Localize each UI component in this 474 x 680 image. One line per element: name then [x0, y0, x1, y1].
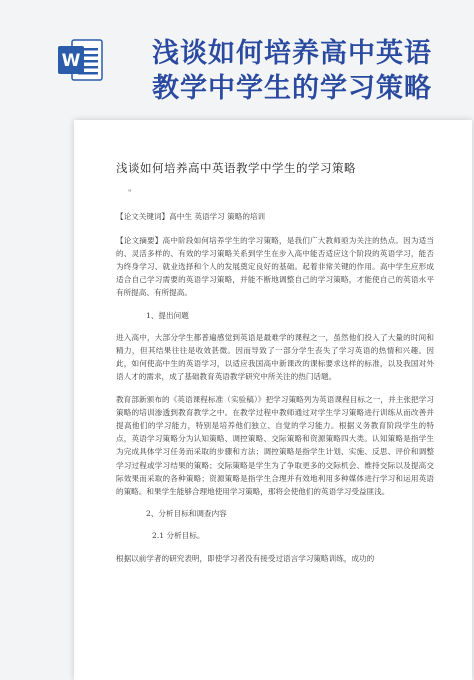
banner [0, 0, 474, 110]
section-heading-2: 2、分析目标和调查内容 [146, 509, 227, 519]
section-heading-2-1: 2.1 分析目标。 [152, 531, 205, 541]
word-icon-letter: W [61, 51, 81, 71]
banner-title-line2: 教学中学生的学习策略 [152, 73, 432, 104]
keywords: 【论文关键词】高中生 英语学习 策略的培训 [116, 212, 266, 222]
paragraph-1: 进入高中，大部分学生都普遍感觉到英语是最难学的课程之一，虽然他们投入了大量的时间和精力，但其结果往往是收效甚微。因而导致了一部分学生丧失了学习英语的热情和兴趣。因此，如何使高中生的英语学习，以适应我国高中新课改的课标要求这样的标准，以及我国对外语人才的需求，成了基础教育英语教学研究中所关注的热门话题。 [116, 332, 434, 382]
abstract: 【论文摘要】高中阶段如何培养学生的学习策略，是我们广大教师亟为关注的热点。因为适当的、灵活多样的、有效的学习策略关系到学生在步入高中能否适应这个阶段的英语学习，能否为终身学习、就业选择和个人的发展奠定良好的基础。起着非常关键的作用。高中学生应形成适合自己学习需要的英语学习策略，并能不断地调整自己的学习策略，才能使自己的英语水平有所提高、有所提高。 [116, 235, 434, 298]
section-heading-1: 1、提出问题 [146, 310, 189, 320]
document-content [116, 162, 434, 574]
paragraph-3: 根据以前学者的研究表明，即使学习者没有接受过语言学习策略训练，成功的 [116, 553, 375, 563]
document-page [74, 120, 472, 680]
word-icon [58, 38, 104, 82]
paragraph-2: 教育部新颁布的《英语课程标准（实验稿）》把学习策略列为英语课程目标之一，并主张把学习策略的培训渗透到教育教学之中。在教学过程中教师通过对学生学习策略进行训练从而改善并提高他们的学习能力，特别是培养他们独立、自觉的学习能力。根据义务教育阶段学生的特点，英语学习策略分为认知策略、调控策略、交际策略和资源策略四大类。认知策略是指学生为完成具体学习任务而采取的步骤和方法；调控策略是指学生计划、实施、反思、评价和调整学习过程或学习结果的策略；交际策略是学生为了争取更多的交际机会、维持交际以及提高交际效果而采取的各种策略；资源策略是指学生合理并有效地利用多种媒体进行学习和运用英语的策略。和果学生能够合理地使用学习策略，那将会使他们的英语学习受益匪浅。 [116, 394, 434, 497]
banner-title [152, 36, 462, 106]
banner-title-line1: 浅谈如何培养高中英语 [152, 38, 432, 69]
document-title: 浅谈如何培养高中英语教学中学生的学习策略 [116, 161, 356, 175]
document-mark: " [128, 189, 132, 198]
